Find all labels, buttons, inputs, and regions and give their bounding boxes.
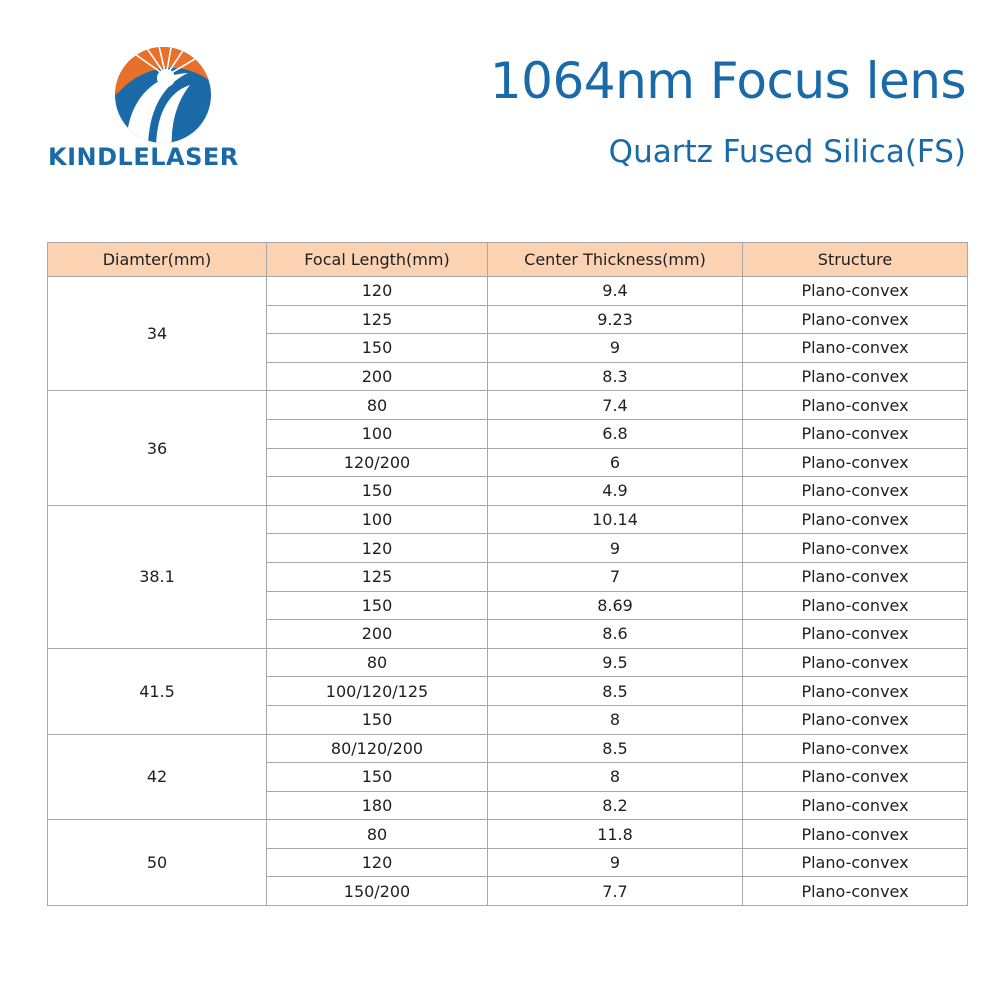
structure-cell: Plano-convex (743, 477, 968, 506)
diameter-cell: 41.5 (48, 648, 267, 734)
center-thickness-cell: 10.14 (488, 505, 743, 534)
focal-length-cell: 150 (267, 591, 488, 620)
table-row (48, 277, 968, 306)
center-thickness-cell: 6 (488, 448, 743, 477)
center-thickness-cell: 9.23 (488, 305, 743, 334)
focal-length-cell: 120 (267, 277, 488, 306)
spec-table (47, 242, 968, 906)
structure-cell: Plano-convex (743, 305, 968, 334)
focal-length-cell: 150/200 (267, 877, 488, 906)
center-thickness-cell: 7.4 (488, 391, 743, 420)
diameter-cell: 34 (48, 277, 267, 391)
structure-cell: Plano-convex (743, 648, 968, 677)
center-thickness-cell: 8 (488, 705, 743, 734)
focal-length-cell: 100 (267, 505, 488, 534)
structure-cell: Plano-convex (743, 334, 968, 363)
center-thickness-cell: 11.8 (488, 820, 743, 849)
structure-cell: Plano-convex (743, 734, 968, 763)
structure-cell: Plano-convex (743, 677, 968, 706)
structure-cell: Plano-convex (743, 705, 968, 734)
table-row (48, 820, 968, 849)
center-thickness-cell: 6.8 (488, 419, 743, 448)
column-header-structure: Structure (743, 243, 968, 277)
focal-length-cell: 150 (267, 705, 488, 734)
focal-length-cell: 80 (267, 648, 488, 677)
focal-length-cell: 100 (267, 419, 488, 448)
structure-cell: Plano-convex (743, 791, 968, 820)
structure-cell: Plano-convex (743, 562, 968, 591)
center-thickness-cell: 8.6 (488, 620, 743, 649)
center-thickness-cell: 4.9 (488, 477, 743, 506)
focal-length-cell: 80/120/200 (267, 734, 488, 763)
table-row (48, 734, 968, 763)
structure-cell: Plano-convex (743, 419, 968, 448)
center-thickness-cell: 9 (488, 334, 743, 363)
focal-length-cell: 120 (267, 848, 488, 877)
center-thickness-cell: 8.5 (488, 677, 743, 706)
brand-name: KINDLELASER (48, 143, 239, 171)
focal-length-cell: 180 (267, 791, 488, 820)
center-thickness-cell: 9 (488, 848, 743, 877)
table-body (48, 277, 968, 906)
focal-length-cell: 80 (267, 391, 488, 420)
center-thickness-cell: 9.5 (488, 648, 743, 677)
focal-length-cell: 80 (267, 820, 488, 849)
center-thickness-cell: 7 (488, 562, 743, 591)
focal-length-cell: 150 (267, 477, 488, 506)
structure-cell: Plano-convex (743, 820, 968, 849)
structure-cell: Plano-convex (743, 505, 968, 534)
focal-length-cell: 120 (267, 534, 488, 563)
column-header-diameter: Diamter(mm) (48, 243, 267, 277)
center-thickness-cell: 9.4 (488, 277, 743, 306)
page-title: 1064nm Focus lens (489, 52, 966, 110)
diameter-cell: 50 (48, 820, 267, 906)
structure-cell: Plano-convex (743, 277, 968, 306)
focal-length-cell: 120/200 (267, 448, 488, 477)
focal-length-cell: 200 (267, 362, 488, 391)
center-thickness-cell: 7.7 (488, 877, 743, 906)
structure-cell: Plano-convex (743, 591, 968, 620)
focal-length-cell: 200 (267, 620, 488, 649)
table-row (48, 505, 968, 534)
center-thickness-cell: 8.2 (488, 791, 743, 820)
brand-logo (48, 40, 288, 180)
logo-emblem-icon (108, 40, 218, 150)
structure-cell: Plano-convex (743, 848, 968, 877)
focal-length-cell: 100/120/125 (267, 677, 488, 706)
column-header-focal-length: Focal Length(mm) (267, 243, 488, 277)
structure-cell: Plano-convex (743, 763, 968, 792)
focal-length-cell: 125 (267, 562, 488, 591)
center-thickness-cell: 8.69 (488, 591, 743, 620)
focal-length-cell: 150 (267, 334, 488, 363)
structure-cell: Plano-convex (743, 362, 968, 391)
structure-cell: Plano-convex (743, 391, 968, 420)
center-thickness-cell: 8.3 (488, 362, 743, 391)
page-subtitle: Quartz Fused Silica(FS) (608, 134, 966, 170)
table-row (48, 391, 968, 420)
diameter-cell: 36 (48, 391, 267, 505)
structure-cell: Plano-convex (743, 877, 968, 906)
center-thickness-cell: 8.5 (488, 734, 743, 763)
structure-cell: Plano-convex (743, 448, 968, 477)
diameter-cell: 38.1 (48, 505, 267, 648)
structure-cell: Plano-convex (743, 620, 968, 649)
focal-length-cell: 150 (267, 763, 488, 792)
table-row (48, 648, 968, 677)
center-thickness-cell: 9 (488, 534, 743, 563)
center-thickness-cell: 8 (488, 763, 743, 792)
table-header-row (48, 243, 968, 277)
column-header-center-thickness: Center Thickness(mm) (488, 243, 743, 277)
structure-cell: Plano-convex (743, 534, 968, 563)
diameter-cell: 42 (48, 734, 267, 820)
focal-length-cell: 125 (267, 305, 488, 334)
